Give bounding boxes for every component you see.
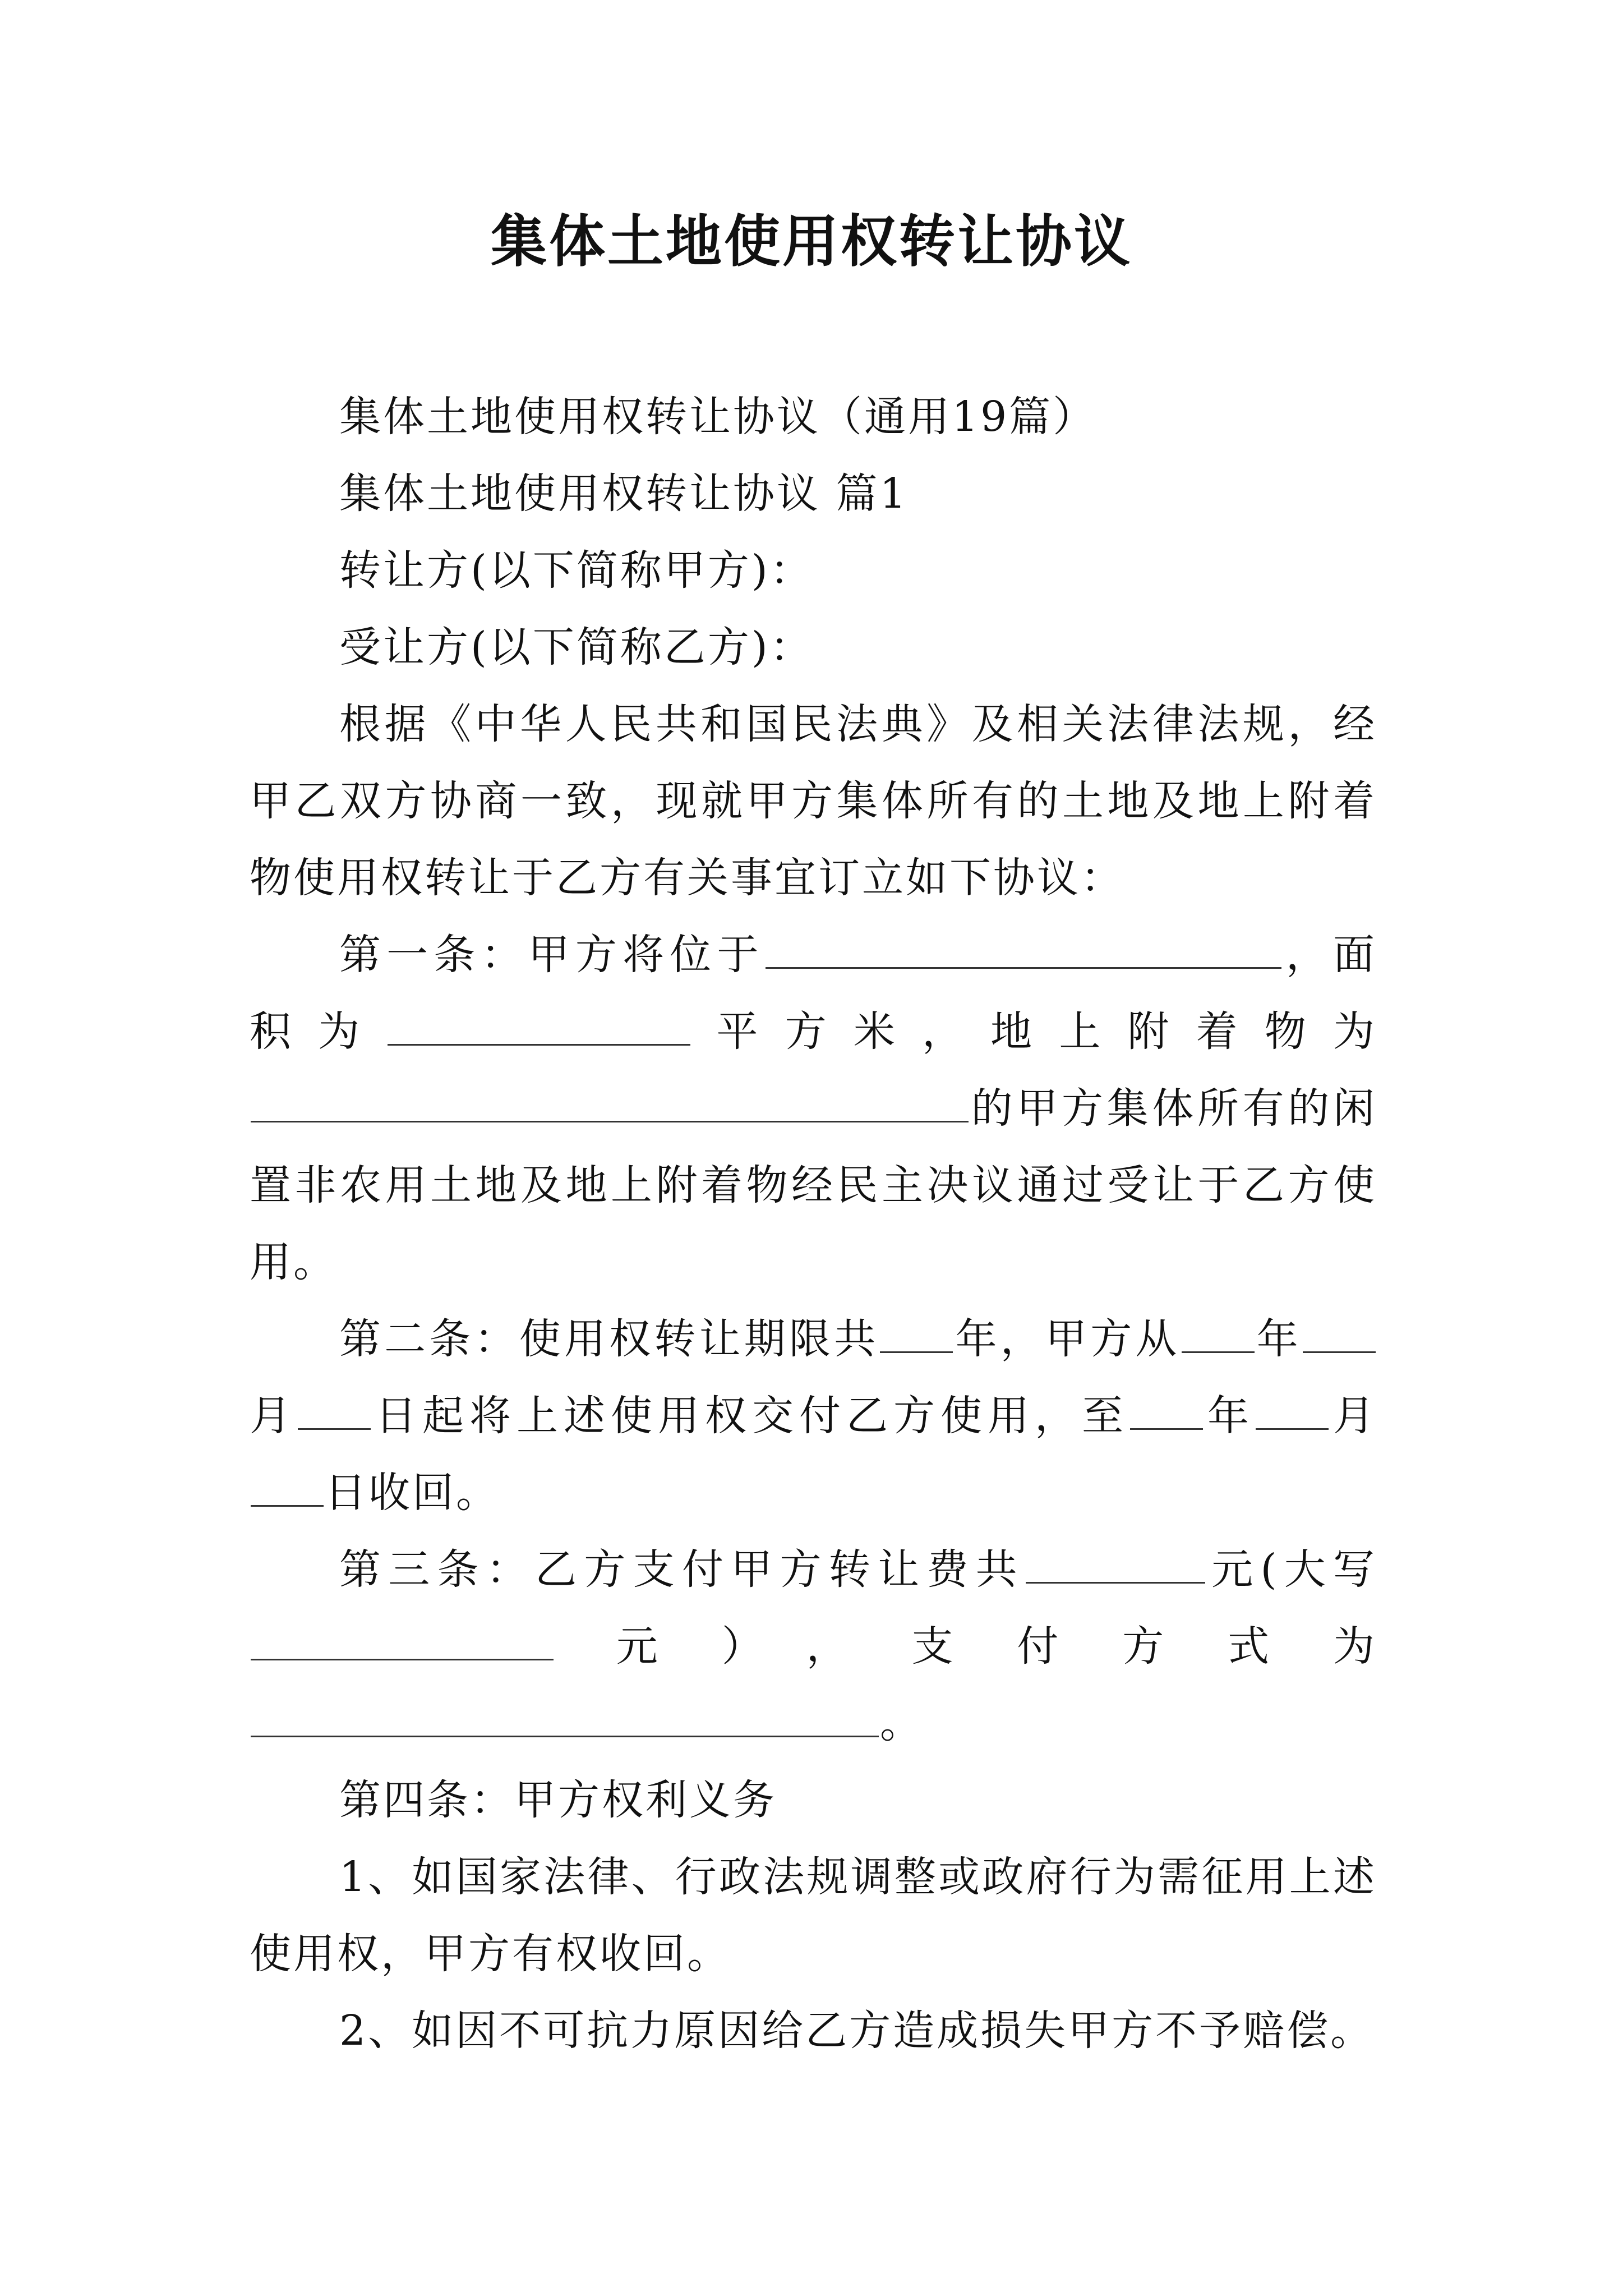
start-month-blank[interactable] <box>1303 1317 1376 1353</box>
transferor-line: 转让方(以下简称甲方)： <box>339 546 814 595</box>
article-3-text: 。 <box>880 1699 924 1747</box>
end-month-blank[interactable] <box>1256 1393 1329 1430</box>
article-2-text: 月 <box>1330 1392 1377 1440</box>
payment-method-blank[interactable] <box>251 1701 879 1737</box>
article-4-heading: 第四条：甲方权利义务 <box>339 1776 777 1824</box>
article-4-item-2: 2、如因不可抗力原因给乙方造成损失甲方不予赔偿。 <box>339 2007 1375 2055</box>
location-blank[interactable] <box>766 932 1281 969</box>
article-4-item-1: 1、如国家法律、行政法规调整或政府行为需征用上述使用权，甲方有权收回。 <box>250 1853 1377 1978</box>
article-3-text: 第三条：乙方支付甲方转让费共 <box>339 1545 1025 1594</box>
article-3 <box>250 1531 1377 1762</box>
article-1-text: 第一条：甲方将位于 <box>339 931 764 979</box>
article-2-text: 第二条：使用权转让期限共 <box>339 1315 879 1363</box>
attachments-blank[interactable] <box>251 1086 969 1122</box>
document-body <box>250 379 1377 2069</box>
article-2 <box>250 1301 1377 1531</box>
section-heading: 集体土地使用权转让协议 篇1 <box>339 470 909 518</box>
article-1-text: 平方米，地上附着物为 <box>691 1007 1377 1056</box>
article-2-text: 日起将上述使用权交付乙方使用，至 <box>372 1392 1129 1440</box>
subtitle: 集体土地使用权转让协议（通用19篇） <box>339 393 1097 441</box>
article-2-text: 月 <box>250 1392 297 1440</box>
article-3-text: 元），支付方式为 <box>555 1622 1377 1671</box>
preamble-paragraph: 根据《中华人民共和国民法典》及相关法律法规，经甲乙双方协商一致，现就甲方集体所有的土地及地上附着物使用权转让于乙方有关事宜订立如下协议： <box>250 700 1377 902</box>
start-year-blank[interactable] <box>1182 1317 1255 1353</box>
end-year-blank[interactable] <box>1130 1393 1203 1430</box>
end-day-blank[interactable] <box>251 1470 324 1507</box>
article-2-text: 年，甲方从 <box>954 1315 1181 1363</box>
term-years-blank[interactable] <box>880 1317 953 1353</box>
article-1-text: 的甲方集体所有的闲置非农用土地及地上附着物经民主决议通过受让于乙方使用。 <box>250 1084 1377 1286</box>
article-2-text: 年 <box>1204 1392 1255 1440</box>
document-title: 集体土地使用权转让协议 <box>491 208 1132 274</box>
article-2-text: 日收回。 <box>325 1469 500 1517</box>
transferee-line: 受让方(以下简称乙方)： <box>339 623 814 671</box>
fee-capital-blank[interactable] <box>251 1624 554 1660</box>
article-1-text: ，面积为 <box>250 931 1377 1056</box>
article-1 <box>250 917 1377 1301</box>
fee-amount-blank[interactable] <box>1026 1547 1205 1584</box>
article-3-text: 元(大写 <box>1206 1545 1377 1594</box>
article-2-text: 年 <box>1255 1315 1302 1363</box>
area-blank[interactable] <box>388 1009 690 1046</box>
start-day-blank[interactable] <box>298 1393 371 1430</box>
